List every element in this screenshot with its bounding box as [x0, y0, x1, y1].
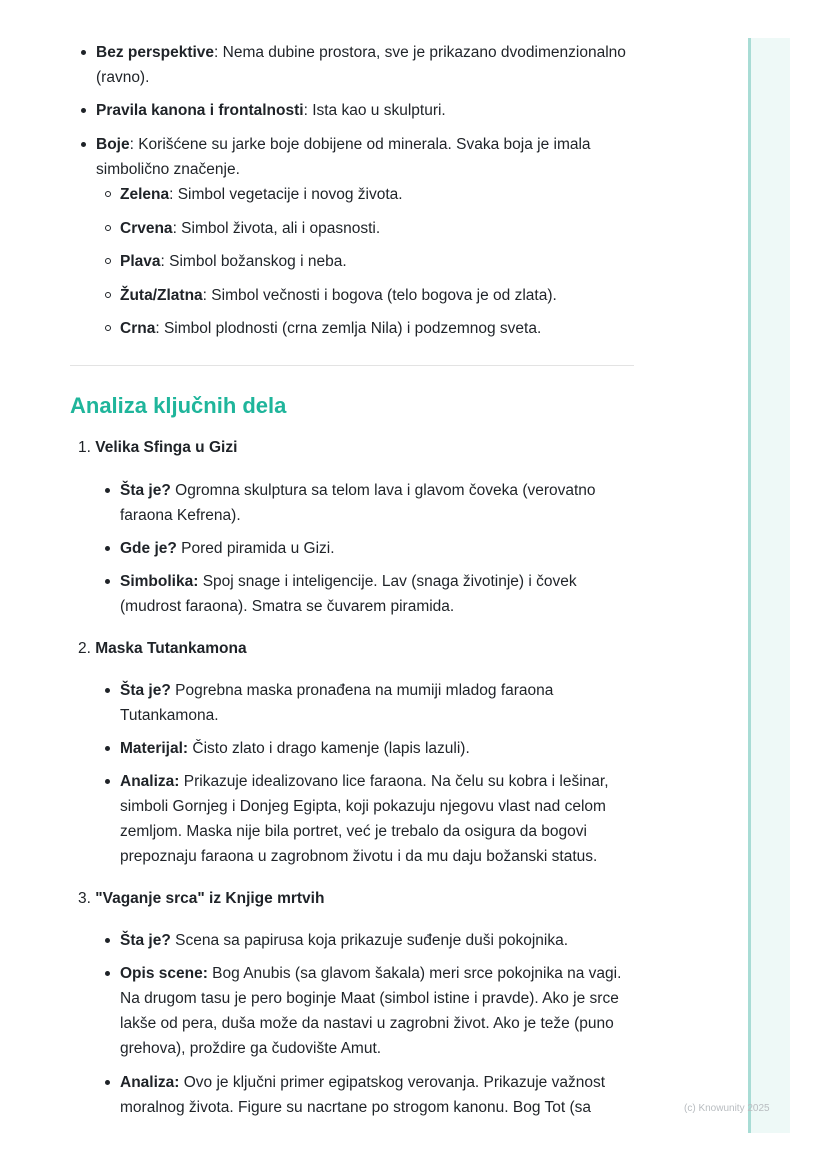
item-text: : Simbol vegetacije i novog života. — [169, 186, 403, 203]
sub-list-item — [120, 249, 640, 274]
section-heading: Analiza ključnih dela — [70, 393, 287, 418]
item-text: Čisto zlato i drago kamenje (lapis lazuli). — [188, 740, 470, 757]
term: Bez perspektive — [96, 44, 215, 61]
item-number: 3. — [78, 890, 91, 907]
work-title: Maska Tutankamona — [95, 640, 247, 657]
item-text: Prikazuje idealizovano lice faraona. Na čelu su kobra i lešinar, simboli Gornjeg i Donjeg Egipta, koji pokazuju njegovu vlast nad celom zemljom. Maska nije bila portret, već je trebalo da osigura da bogovi prepoznaju faraona u zagrobnom životu i da mu daju božanski status. — [120, 773, 609, 865]
numbered-item — [78, 435, 237, 460]
sub-list-item — [120, 182, 640, 207]
work-title: Velika Sfinga u Gizi — [95, 439, 238, 456]
item-text: : Simbol večnosti i bogova (telo bogova je od zlata). — [202, 287, 557, 304]
item-text: : Korišćene su jarke boje dobijene od minerala. Svaka boja je imala simbolično značenje. — [96, 136, 591, 178]
list-item — [120, 961, 642, 1061]
work-title: "Vaganje srca" iz Knjige mrtvih — [95, 890, 325, 907]
list-item — [120, 569, 642, 619]
sidebar-panel — [748, 38, 790, 1133]
list-item — [96, 98, 626, 123]
item-text: Pored piramida u Gizi. — [176, 540, 335, 557]
list-item — [96, 132, 626, 182]
item-text: Scena sa papirusa koja prikazuje suđenje duši pokojnika. — [170, 932, 569, 949]
sub-list-item — [120, 283, 640, 308]
term: Crvena — [120, 220, 173, 237]
list-item — [120, 1070, 642, 1120]
term: Analiza: — [120, 773, 180, 790]
item-text: Ovo je ključni primer egipatskog verovanja. Prikazuje važnost moralnog života. Figure su nacrtane po strogom kanonu. Bog Tot (sa — [120, 1074, 606, 1116]
term: Boje — [96, 136, 130, 153]
item-text: Ogromna skulptura sa telom lava i glavom čoveka (verovatno faraona Kefrena). — [120, 482, 596, 524]
term: Simbolika: — [120, 573, 199, 590]
term: Žuta/Zlatna — [120, 287, 203, 304]
item-number: 2. — [78, 640, 91, 657]
term: Analiza: — [120, 1074, 180, 1091]
item-text: : Simbol plodnosti (crna zemlja Nila) i podzemnog sveta. — [155, 320, 542, 337]
list-item — [96, 40, 626, 90]
sub-list-item — [120, 216, 640, 241]
list-item — [120, 769, 642, 869]
item-text: : Simbol života, ali i opasnosti. — [172, 220, 381, 237]
term: Opis scene: — [120, 965, 208, 982]
term: Plava — [120, 253, 161, 270]
divider — [70, 365, 634, 366]
list-item — [120, 478, 642, 528]
list-item — [120, 736, 642, 761]
term: Zelena — [120, 186, 170, 203]
item-number: 1. — [78, 439, 91, 456]
item-text: Bog Anubis (sa glavom šakala) meri srce pokojnika na vagi. Na drugom tasu je pero boginje Maat (simbol istine i pravde). Ako je srce lakše od pera, duša može da nastavi u zagrobni život. Ako je teže (puno grehova), proždire ga čudovište Amut. — [120, 965, 622, 1057]
list-item — [120, 928, 642, 953]
sub-list-item — [120, 316, 640, 341]
term: Materijal: — [120, 740, 189, 757]
item-text: Spoj snage i inteligencije. Lav (snaga životinje) i čovek (mudrost faraona). Smatra se čuvarem piramida. — [120, 573, 577, 615]
term: Gde je? — [120, 540, 177, 557]
item-text: : Simbol božanskog i neba. — [160, 253, 347, 270]
term: Crna — [120, 320, 156, 337]
numbered-item — [78, 636, 247, 661]
term: Pravila kanona i frontalnosti — [96, 102, 304, 119]
footer-copyright: (c) Knowunity 2025 — [684, 1103, 770, 1114]
term: Šta je? — [120, 482, 171, 499]
list-item — [120, 678, 642, 728]
item-text: : Nema dubine prostora, sve je prikazano dvodimenzionalno (ravno). — [96, 44, 626, 86]
item-text: : Ista kao u skulpturi. — [303, 102, 446, 119]
numbered-item — [78, 886, 324, 911]
item-text: Pogrebna maska pronađena na mumiji mladog faraona Tutankamona. — [120, 682, 554, 724]
term: Šta je? — [120, 932, 171, 949]
term: Šta je? — [120, 682, 171, 699]
list-item — [120, 536, 642, 561]
